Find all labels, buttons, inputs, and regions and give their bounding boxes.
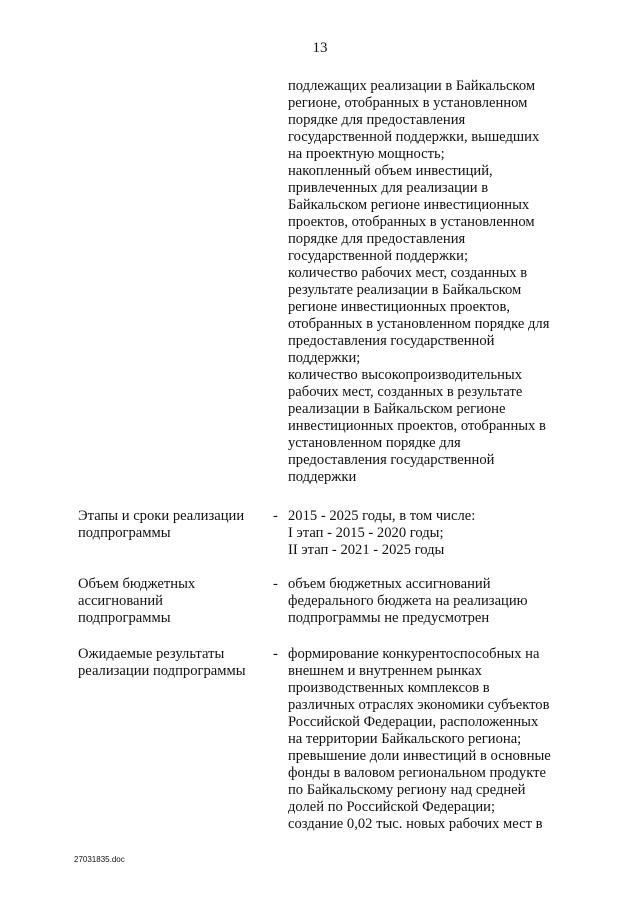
text-line: порядке для предоставления xyxy=(288,231,466,247)
dash-separator: - xyxy=(273,508,278,524)
section-label: Ожидаемые результаты xyxy=(78,646,225,662)
text-line: порядке для предоставления xyxy=(288,112,466,128)
section-text: внешнем и внутреннем рынках xyxy=(288,663,482,679)
section-text: формирование конкурентоспособных на xyxy=(288,646,540,662)
section-text: долей по Российской Федерации; xyxy=(288,799,496,815)
text-line: поддержки xyxy=(288,469,357,485)
section-text: 2015 - 2025 годы, в том числе: xyxy=(288,508,476,524)
text-line: инвестиционных проектов, отобранных в xyxy=(288,418,546,434)
text-line: количество рабочих мест, созданных в xyxy=(288,265,528,281)
text-line: государственной поддержки, вышедших xyxy=(288,129,540,145)
section-text: на территории Байкальского региона; xyxy=(288,731,522,747)
section-text: различных отраслях экономики субъектов xyxy=(288,697,550,713)
section-text: подпрограммы не предусмотрен xyxy=(288,610,490,626)
section-text: производственных комплексов в xyxy=(288,680,490,696)
text-line: рабочих мест, созданных в результате xyxy=(288,384,523,400)
text-line: на проектную мощность; xyxy=(288,146,445,162)
section-text: превышение доли инвестиций в основные xyxy=(288,748,551,764)
section-text: II этап - 2021 - 2025 годы xyxy=(288,542,445,558)
page-number: 13 xyxy=(312,40,328,56)
text-line: проектов, отобранных в установленном xyxy=(288,214,535,230)
text-line: количество высокопроизводительных xyxy=(288,367,523,383)
section-text: федерального бюджета на реализацию xyxy=(288,593,528,609)
text-line: подлежащих реализации в Байкальском xyxy=(288,78,536,94)
text-line: накопленный объем инвестиций, xyxy=(288,163,493,179)
section-label: Этапы и сроки реализации xyxy=(78,508,245,524)
section-label: Объем бюджетных xyxy=(78,576,196,592)
text-line: регионе инвестиционных проектов, xyxy=(288,299,510,315)
text-line: установленном порядке для xyxy=(288,435,461,451)
text-line: предоставления государственной xyxy=(288,333,495,349)
text-line: предоставления государственной xyxy=(288,452,495,468)
section-label: реализации подпрограммы xyxy=(78,663,246,679)
text-line: привлеченных для реализации в xyxy=(288,180,489,196)
section-text: I этап - 2015 - 2020 годы; xyxy=(288,525,444,541)
section-text: Российской Федерации, расположенных xyxy=(288,714,539,730)
section-text: создание 0,02 тыс. новых рабочих мест в xyxy=(288,816,543,832)
text-line: реализации в Байкальском регионе xyxy=(288,401,506,417)
section-text: объем бюджетных ассигнований xyxy=(288,576,491,592)
text-line: поддержки; xyxy=(288,350,361,366)
dash-separator: - xyxy=(273,576,278,592)
text-line: Байкальском регионе инвестиционных xyxy=(288,197,530,213)
text-line: регионе, отобранных в установленном xyxy=(288,95,528,111)
text-line: государственной поддержки; xyxy=(288,248,469,264)
file-name-footer: 27031835.doc xyxy=(74,855,125,864)
section-text: по Байкальскому региону над средней xyxy=(288,782,526,798)
section-text: фонды в валовом региональном продукте xyxy=(288,765,546,781)
section-label: ассигнований xyxy=(78,593,163,609)
text-line: отобранных в установленном порядке для xyxy=(288,316,550,332)
section-label: подпрограммы xyxy=(78,610,171,626)
text-line: результате реализации в Байкальском xyxy=(288,282,522,298)
dash-separator: - xyxy=(273,646,278,662)
section-label: подпрограммы xyxy=(78,525,171,541)
